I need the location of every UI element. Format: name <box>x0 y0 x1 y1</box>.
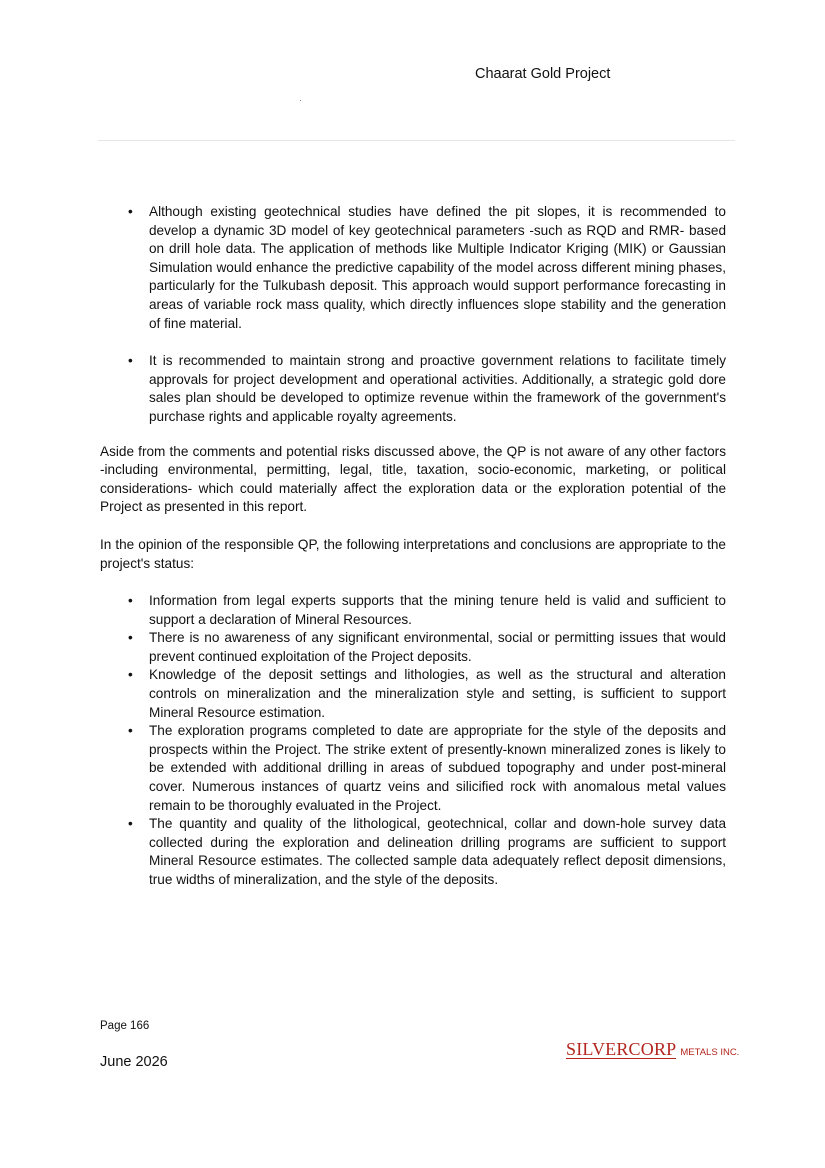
bullet-icon: • <box>128 723 133 739</box>
list-item <box>128 666 726 722</box>
header-mark <box>300 100 301 101</box>
paragraph-other-factors: Aside from the comments and potential risks discussed above, the QP is not aware of any other factors -including environmental, permitting, legal, title, taxation, socio-economic, marketing, or political considerations- which could materially affect the exploration data or the exploration potential of the Project as presented in this report. <box>100 443 726 515</box>
recommendations-list <box>100 203 726 427</box>
list-item <box>128 629 726 666</box>
bullet-icon: • <box>128 816 133 832</box>
list-item-text: Knowledge of the deposit settings and lithologies, as well as the structural and alteration controls on mineralization and the mineralization style and setting, is sufficient to support Mineral Resource estimation. <box>149 667 726 720</box>
bullet-icon: • <box>128 667 133 683</box>
list-item-text: Although existing geotechnical studies have defined the pit slopes, it is recommended to develop a dynamic 3D model of key geotechnical parameters -such as RQD and RMR- based on drill hole data. The application of methods like Multiple Indicator Kriging (MIK) or Gaussian Simulation would enhance the predictive capability of the model across different mining phases, particularly for the Tulkubash deposit. This approach would support performance forecasting in areas of variable rock mass quality, which directly influences slope stability and the generation of fine material. <box>149 204 726 331</box>
bullet-icon: • <box>128 630 133 646</box>
bullet-icon: • <box>128 204 133 219</box>
list-item-text: Information from legal experts supports that the mining tenure held is valid and sufficient to support a declaration of Mineral Resources. <box>149 593 726 627</box>
page-body <box>100 203 726 890</box>
list-item <box>128 352 726 426</box>
list-item-text: The quantity and quality of the lithological, geotechnical, collar and down-hole survey data collected during the exploration and delineation drilling programs are sufficient to support Mineral Resource estimates. The collected sample data adequately reflect deposit dimensions, true widths of mineralization, and the style of the deposits. <box>149 816 726 887</box>
logo-subtitle: METALS INC. <box>680 1047 740 1058</box>
conclusions-list <box>100 592 726 890</box>
header-divider <box>98 140 735 141</box>
list-item-text: It is recommended to maintain strong and proactive government relations to facilitate timely approvals for project development and operational activities. Additionally, a strategic gold dore sales plan should be developed to optimize revenue within the framework of the government's purchase rights and applicable royalty agreements. <box>149 353 726 424</box>
list-item-text: The exploration programs completed to date are appropriate for the style of the deposits and prospects within the Project. The strike extent of presently-known mineralized zones is likely to be extended with additional drilling in areas of subdued topography and under post-mineral cover. Numerous instances of quartz veins and silicified rock with anomalous metal values remain to be thoroughly evaluated in the Project. <box>149 723 726 813</box>
list-item <box>128 592 726 629</box>
list-item <box>128 203 726 333</box>
logo-wordmark: SILVERCORP <box>566 1039 677 1059</box>
page-number: Page 166 <box>100 1020 150 1032</box>
footer-date: June 2026 <box>100 1054 168 1070</box>
list-item-text: There is no awareness of any significant environmental, social or permitting issues that would prevent continued exploitation of the Project deposits. <box>149 630 726 664</box>
list-item <box>128 722 726 815</box>
running-header-title: Chaarat Gold Project <box>475 66 611 82</box>
list-item <box>128 815 726 889</box>
bullet-icon: • <box>128 353 133 369</box>
silvercorp-logo <box>566 1040 739 1059</box>
bullet-icon: • <box>128 593 133 609</box>
paragraph-qp-opinion: In the opinion of the responsible QP, the following interpretations and conclusions are appropriate to the project's status: <box>100 536 726 571</box>
